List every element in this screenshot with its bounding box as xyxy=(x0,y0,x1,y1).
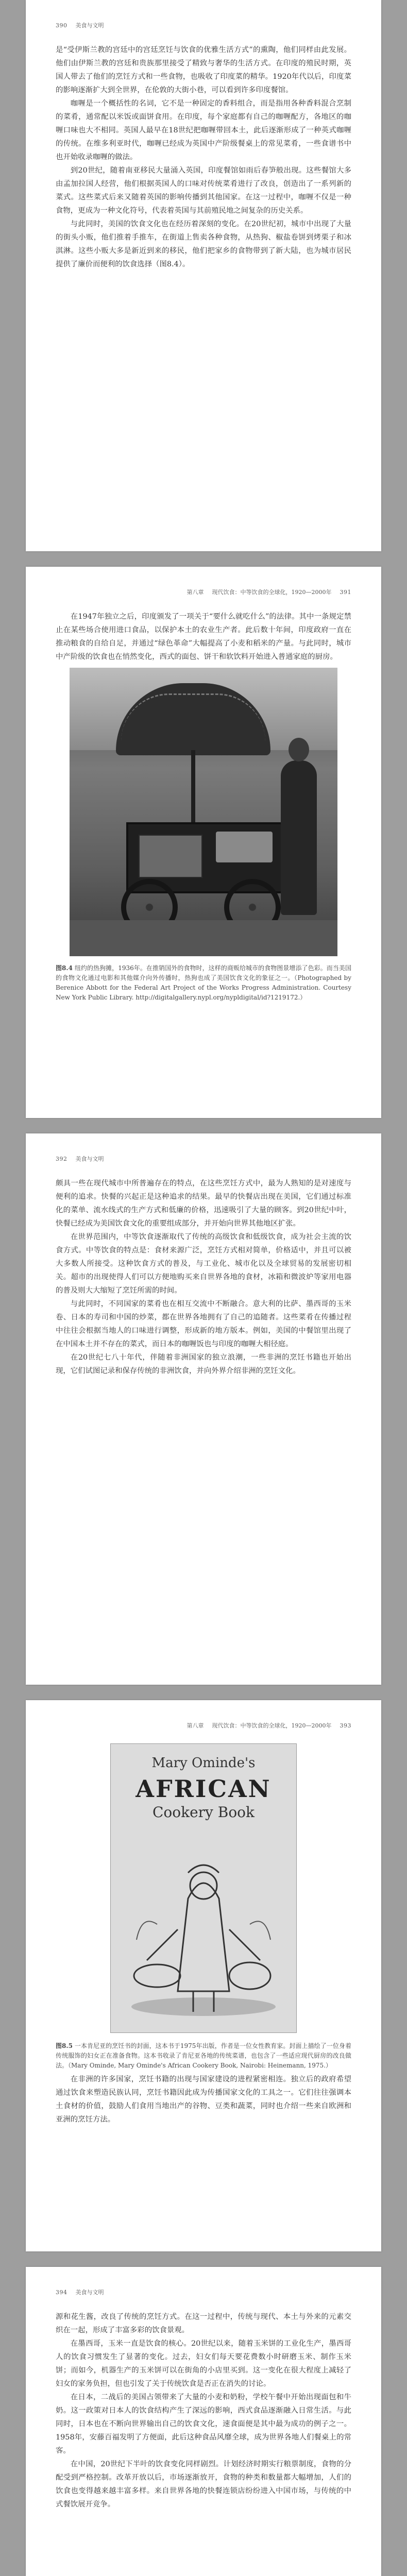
running-head xyxy=(56,1721,351,1730)
paragraph: 与此同时，美国的饮食文化也在经历着深刻的变化。在20世纪初，城市中出现了大量的街头小贩，他们推着手推车，在街道上售卖各种食物，从热狗、椒盐卷饼到烤栗子和冰淇淋。这些小贩大多是新近到来的移民，他们把家乡的食物带到了新大陆，也为城市居民提供了廉价而便利的饮食选择（图8.4）。 xyxy=(56,220,351,268)
paragraph: 源和花生酱，改良了传统的烹饪方式。在这一过程中，传统与现代、本土与外来的元素交织在一起，形成了丰富多彩的饮食景观。 xyxy=(56,2313,351,2334)
running-head xyxy=(56,2287,351,2297)
cover-illustration xyxy=(126,1837,281,2022)
caption-text: 纽约的热狗摊，1936年。在推销国外的食物时，这样的商贩给城市的食物图景增添了色彩。而当美国的食物文化通过电影和其他媒介向外传播时，热狗也成了美国饮食文化的象征之一。（Photographed by Berenice Abbott for the Federal Art Project of the Works Progress Administration. Courtesy New York Public Library. http://digitalgallery.nypl.org/nypldigital/id?1219172.） xyxy=(56,964,351,1001)
street-vendor-photo xyxy=(70,668,337,956)
caption-text: 一本肯尼亚的烹饪书的封面，这本书于1975年出版，作者是一位女性教育家。封面上描绘了一位身着传统服饰的妇女正在准备食物。这本书收录了肯尼亚各地的传统菜谱，也包含了一些适应现代厨房的改良做法。（Mary Ominde, Mary Ominde's African Cookery Book, Nairobi: Heinemann, 1975.） xyxy=(56,2042,351,2069)
book-title: AFRICAN xyxy=(135,1775,272,1803)
paragraph: 在中国，20世纪下半叶的饮食变化同样剧烈。计划经济时期实行粮票制度，食物的分配受到严格控制。改革开放以后，市场逐渐放开，食物的种类和数量都大幅增加，人们的饮食也变得越来越丰富多样。来自世界各地的快餐连锁店纷纷进入中国市场，与传统的中式餐饮展开竞争。 xyxy=(56,2460,351,2509)
paragraph: 在世界范围内，中等饮食逐渐取代了传统的高级饮食和低级饮食，成为社会主流的饮食方式。中等饮食的特点是：食材来源广泛，烹饪方式相对简单，价格适中，并且可以被大多数人所接受。这种饮食方式的普及，与工业化、城市化以及全球贸易的发展密切相关。超市的出现使得人们可以方便地购买来自世界各地的食材，冰箱和微波炉等家用电器的普及则大大缩短了烹饪所需的时间。 xyxy=(56,1233,351,1295)
paragraph: 在20世纪七八十年代，伴随着非洲国家的独立浪潮，一些非洲的烹饪书籍也开始出现，它们试图记录和保存传统的非洲饮食，并向外界介绍非洲的烹饪文化。 xyxy=(56,1353,351,1375)
paragraph: 颇具一些在现代城市中所普遍存在的特点，在这些烹饪方式中，最为人熟知的是对速度与便利的追求。快餐的兴起正是这种追求的结果。最早的快餐店出现在美国，它们通过标准化的菜单、流水线式的生产方式和低廉的价格，迅速吸引了大量的顾客。到20世纪中叶，快餐已经成为美国饮食文化的重要组成部分，并开始向世界其他地区扩张。 xyxy=(56,1179,351,1228)
caption-lead: 图8.4 xyxy=(56,964,73,972)
page-394 xyxy=(26,2267,381,2576)
running-title: 美食与文明 xyxy=(75,22,104,29)
paragraph: 在非洲的许多国家，烹饪书籍的出现与国家建设的进程紧密相连。独立后的政府希望通过饮食来塑造民族认同，烹饪书籍因此成为传播国家文化的工具之一。它们往往强调本土食材的价值，鼓励人们食用当地出产的谷物、豆类和蔬菜，同时也介绍一些来自欧洲和亚洲的烹饪方法。 xyxy=(56,2075,351,2124)
paragraph: 到20世纪，随着南亚移民大量涌入英国，印度餐馆如雨后春笋般出现。这些餐馆大多由孟加拉国人经营，他们根据英国人的口味对传统菜肴进行了改良，创造出了一系列新的菜式。这些菜式后来又随着英国的影响传播到其他国家。在这一过程中，咖喱不仅是一种食物，更成为一种文化符号，代表着英国与其前殖民地之间复杂的历史关系。 xyxy=(56,166,351,215)
page-390 xyxy=(26,0,381,551)
figure-caption xyxy=(56,2041,351,2071)
chapter-label: 第八章 xyxy=(186,589,204,596)
paragraph: 在1947年独立之后，印度颁发了一项关于“要什么就吃什么”的法律。其中一条规定禁止在某些场合使用进口食品，以保护本土的农业生产者。此后数十年间，印度政府一直在推动粮食的自给自足，并通过“绿色革命”大幅提高了小麦和稻米的产量。与此同时，城市中产阶级的饮食也在悄然变化，西式的面包、饼干和软饮料开始进入普通家庭的厨房。 xyxy=(56,613,351,661)
page-391 xyxy=(26,567,381,1118)
page-392 xyxy=(26,1133,381,1685)
book-author: Mary Ominde's xyxy=(151,1755,256,1771)
chapter-title: 现代饮食：中等饮食的全球化，1920—2000年 xyxy=(212,589,332,596)
paragraph: 在日本，二战后的美国占领带来了大量的小麦和奶粉，学校午餐中开始出现面包和牛奶。这一政策对日本人的饮食结构产生了深远的影响，西式食品逐渐融入日常生活。与此同时，日本也在不断向世界输出自己的饮食文化，速食面便是其中最为成功的例子之一。1958年，安藤百福发明了方便面，此后这种食品风靡全球，成为世界各地人们餐桌上的常客。 xyxy=(56,2393,351,2455)
vendor-figure xyxy=(281,760,317,915)
caption-lead: 图8.5 xyxy=(56,2042,73,2049)
chapter-label: 第八章 xyxy=(186,1722,204,1729)
figure-caption xyxy=(56,963,351,1003)
running-head xyxy=(56,1154,351,1163)
running-title: 美食与文明 xyxy=(75,2289,104,2296)
page-number: 391 xyxy=(340,588,351,596)
page-393 xyxy=(26,1700,381,2251)
paragraph: 与此同时，不同国家的菜肴也在相互交流中不断融合。意大利的比萨、墨西哥的玉米卷、日本的寿司和中国的炒菜，都在世界各地拥有了自己的追随者。这些菜肴在传播过程中往往会根据当地人的口味进行调整，形成新的地方版本。例如，美国的中餐馆里出现了在中国本土并不存在的菜式，而日本的咖喱饭也与印度的咖喱大相径庭。 xyxy=(56,1300,351,1348)
running-title: 美食与文明 xyxy=(75,1156,104,1162)
page-number: 390 xyxy=(56,22,67,29)
book-cover-figure xyxy=(110,1743,297,2033)
paragraph: 是“受伊斯兰教的宫廷中的宫廷烹饪与饮食的优雅生活方式”的熏陶，他们同样由此发展。他们由伊斯兰教的宫廷和贵族那里接受了精致与奢华的生活方式。在印度的殖民时期，英国人带去了他们的烹饪方式和一些食物，也吸收了印度菜的精华。1920年代以后，印度菜的影响逐渐扩大到全世界，在伦敦的大街小巷，可以看到许多印度餐馆。 xyxy=(56,46,351,94)
page-number: 394 xyxy=(56,2289,67,2296)
running-head xyxy=(56,21,351,30)
page-number: 392 xyxy=(56,1155,67,1162)
paragraph: 咖喱是一个概括性的名词，它不是一种固定的香料组合，而是指用各种香料混合烹制的菜肴，通常配以米饭或面饼食用。在印度，每个家庭都有自己的咖喱配方，各地区的咖喱口味也大不相同。英国人最早在18世纪把咖喱带回本土，此后逐渐形成了一种英式咖喱的传统。在维多利亚时代，咖喱已经成为英国中产阶级餐桌上的常见菜肴，一些食谱书中也开始收录咖喱的做法。 xyxy=(56,99,351,161)
paragraph: 在墨西哥，玉米一直是饮食的核心。20世纪以来，随着玉米饼的工业化生产，墨西哥人的饮食习惯发生了显著的变化。过去，妇女们每天要花费数小时研磨玉米、制作玉米饼；而如今，机器生产的玉米饼可以在街角的小店里买到。这一变化在很大程度上减轻了妇女的家务负担，但也引发了关于传统饮食是否正在消失的讨论。 xyxy=(56,2340,351,2388)
chapter-title: 现代饮食：中等饮食的全球化，1920—2000年 xyxy=(212,1722,332,1729)
page-number: 393 xyxy=(340,1722,351,1729)
running-head xyxy=(56,587,351,597)
book-subtitle: Cookery Book xyxy=(152,1804,255,1821)
